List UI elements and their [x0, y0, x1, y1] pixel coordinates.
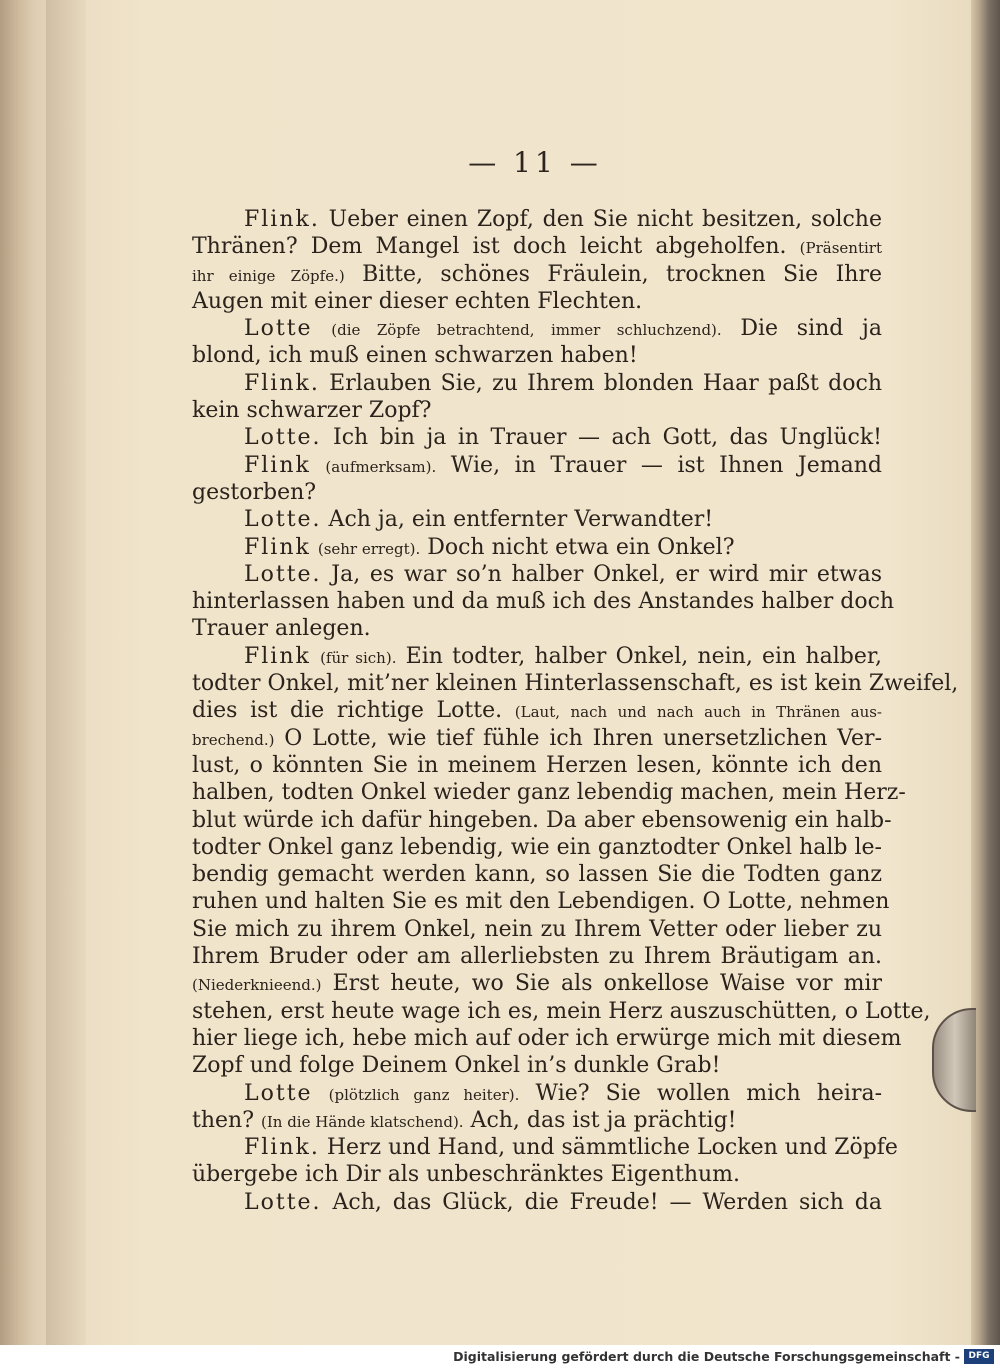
stage-direction: (plötzlich ganz heiter).: [328, 1085, 520, 1104]
text-run: [313, 316, 332, 341]
text-run: Wie, in Trauer — ist Ihnen Jemand: [436, 452, 882, 478]
speaker-name: Lotte: [244, 1080, 313, 1106]
stage-direction: brechend.): [192, 730, 275, 749]
text-line: [192, 233, 882, 260]
stage-direction: (Laut, nach und nach auch in Thränen aus-: [514, 703, 882, 722]
page-edge: [971, 0, 1000, 1345]
speaker-name: Lotte.: [244, 561, 322, 587]
stage-direction: (aufmerksam).: [325, 457, 437, 476]
text-run: [311, 453, 326, 478]
speaker-name: Lotte: [244, 316, 313, 342]
book-gutter: [46, 0, 86, 1345]
text-run: Zopf und folge Deinem Onkel in’s dunkle Grab!: [192, 1053, 721, 1079]
text-line: [192, 670, 959, 697]
text-run: Ja, es war so’n halber Onkel, er wird mir etwas: [321, 561, 882, 587]
speaker-name: Flink: [244, 452, 311, 478]
speaker-name: Flink.: [244, 1135, 320, 1161]
text-run: Die sind ja: [721, 316, 882, 342]
text-run: Trauer anlegen.: [192, 616, 371, 642]
text-line: [192, 288, 882, 315]
text-run: Herz und Hand, und sämmtliche Locken und Zöpfe: [319, 1135, 898, 1161]
text-run: lust, o könnten Sie in meinem Herzen lesen, könnte ich den: [192, 752, 882, 778]
text-run: todter Onkel ganz lebendig, wie ein ganztodter Onkel halb le-: [192, 834, 882, 860]
funding-notice: Digitalisierung gefördert durch die Deutsche Forschungsgemeinschaft -: [453, 1349, 960, 1364]
text-line: [192, 561, 882, 588]
text-line: [192, 643, 882, 670]
text-line: [192, 970, 882, 997]
text-line: [192, 998, 931, 1025]
text-run: todter Onkel, mit’ner kleinen Hinterlassenschaft, es ist kein Zweifel,: [192, 671, 959, 697]
text-line: [192, 1189, 882, 1216]
text-line: [192, 1161, 882, 1188]
text-line: [192, 615, 882, 642]
text-run: Ueber einen Zopf, den Sie nicht besitzen, solche: [319, 207, 882, 232]
text-line: [192, 506, 882, 533]
text-line: [192, 588, 895, 615]
text-run: kein schwarzer Zopf?: [192, 398, 432, 424]
text-run: then?: [192, 1107, 261, 1133]
text-line: [192, 697, 882, 724]
text-line: [192, 342, 882, 369]
speaker-name: Flink: [244, 534, 311, 560]
stage-direction: (Präsentirt: [799, 239, 882, 258]
text-line: [192, 1025, 902, 1052]
text-run: Thränen? Dem Mangel ist doch leicht abgeholfen.: [192, 234, 800, 260]
text-line: [192, 1080, 882, 1107]
text-line: [192, 1107, 882, 1134]
text-run: Augen mit einer dieser echten Flechten.: [192, 288, 643, 314]
text-run: Ach ja, ein entfernter Verwandter!: [321, 507, 714, 533]
text-line: [192, 206, 882, 233]
text-run: Erlauben Sie, zu Ihrem blonden Haar paßt doch: [319, 370, 882, 396]
text-run: O Lotte, wie tief fühle ich Ihren unersetzlichen Ver-: [274, 725, 882, 751]
text-run: [311, 644, 320, 669]
text-run: Ach, das Glück, die Freude! — Werden sich da: [321, 1189, 882, 1215]
text-run: Erst heute, wo Sie als onkellose Waise vor mir: [321, 971, 882, 997]
stage-direction: (In die Hände klatschend).: [261, 1112, 464, 1131]
text-run: Sie mich zu ihrem Onkel, nein zu Ihrem Vetter oder lieber zu: [192, 916, 882, 942]
text-block: [192, 206, 959, 1216]
text-line: [192, 861, 882, 888]
text-run: halben, todten Onkel wieder ganz lebendig machen, mein Herz-: [192, 780, 906, 806]
stage-direction: ihr einige Zöpfe.): [192, 266, 345, 285]
text-line: [192, 916, 882, 943]
stage-direction: (sehr erregt).: [317, 539, 421, 558]
text-line: [192, 261, 882, 288]
footer-bar: [0, 1345, 1000, 1371]
text-run: stehen, erst heute wage ich es, mein Herz auszuschütten, o Lotte,: [192, 998, 931, 1024]
text-run: [313, 1081, 329, 1106]
text-line: [192, 807, 892, 834]
text-line: [192, 943, 882, 970]
page-number: — 11 —: [468, 146, 602, 179]
speaker-name: Lotte.: [244, 507, 322, 533]
text-line: [192, 888, 890, 915]
text-run: ruhen und halten Sie es mit den Lebendigen. O Lotte, nehmen: [192, 889, 890, 915]
speaker-name: Lotte.: [244, 425, 322, 451]
stage-direction: (Niederknieend.): [192, 976, 322, 995]
text-line: [192, 725, 882, 752]
text-run: hinterlassen haben und da muß ich des Anstandes halber doch: [192, 589, 895, 615]
text-run: blond, ich muß einen schwarzen haben!: [192, 343, 638, 369]
text-line: [192, 452, 882, 479]
left-page: [0, 0, 46, 1345]
text-run: übergebe ich Dir als unbeschränktes Eigenthum.: [192, 1162, 741, 1188]
text-run: dies ist die richtige Lotte.: [192, 698, 515, 724]
text-run: Ach, das ist ja prächtig!: [463, 1107, 737, 1133]
text-run: Ich bin ja in Trauer — ach Gott, das Unglück!: [321, 425, 882, 451]
text-run: hier liege ich, hebe mich auf oder ich erwürge mich mit diesem: [192, 1025, 902, 1051]
stage-direction: (für sich).: [320, 648, 397, 667]
text-line: [192, 424, 882, 451]
text-line: [192, 752, 882, 779]
text-run: Doch nicht etwa ein Onkel?: [420, 534, 735, 560]
speaker-name: Flink.: [244, 207, 320, 232]
text-run: [311, 535, 318, 560]
text-line: [192, 534, 882, 561]
speaker-name: Lotte.: [244, 1189, 322, 1215]
text-run: bendig gemacht werden kann, so lassen Sie die Todten ganz: [192, 862, 882, 888]
text-line: [192, 397, 882, 424]
text-run: blut würde ich dafür hingeben. Da aber ebensowenig ein halb-: [192, 807, 892, 833]
text-run: Ihrem Bruder oder am allerliebsten zu Ihrem Bräutigam an.: [192, 944, 882, 970]
text-line: [192, 1052, 882, 1079]
text-line: [192, 779, 906, 806]
text-run: gestorben?: [192, 479, 317, 505]
text-line: [192, 479, 882, 506]
speaker-name: Flink: [244, 643, 311, 669]
text-line: [192, 834, 882, 861]
dfg-logo-icon: DFG: [964, 1349, 994, 1364]
stage-direction: (die Zöpfe betrachtend, immer schluchzend).: [331, 321, 722, 340]
text-line: [192, 315, 882, 342]
text-line: [192, 1134, 898, 1161]
speaker-name: Flink.: [244, 370, 320, 396]
text-run: Ein todter, halber Onkel, nein, ein halber,: [396, 643, 882, 669]
text-run: Wie? Sie wollen mich heira-: [519, 1080, 883, 1106]
text-run: Bitte, schönes Fräulein, trocknen Sie Ihre: [344, 261, 882, 287]
text-line: [192, 370, 882, 397]
